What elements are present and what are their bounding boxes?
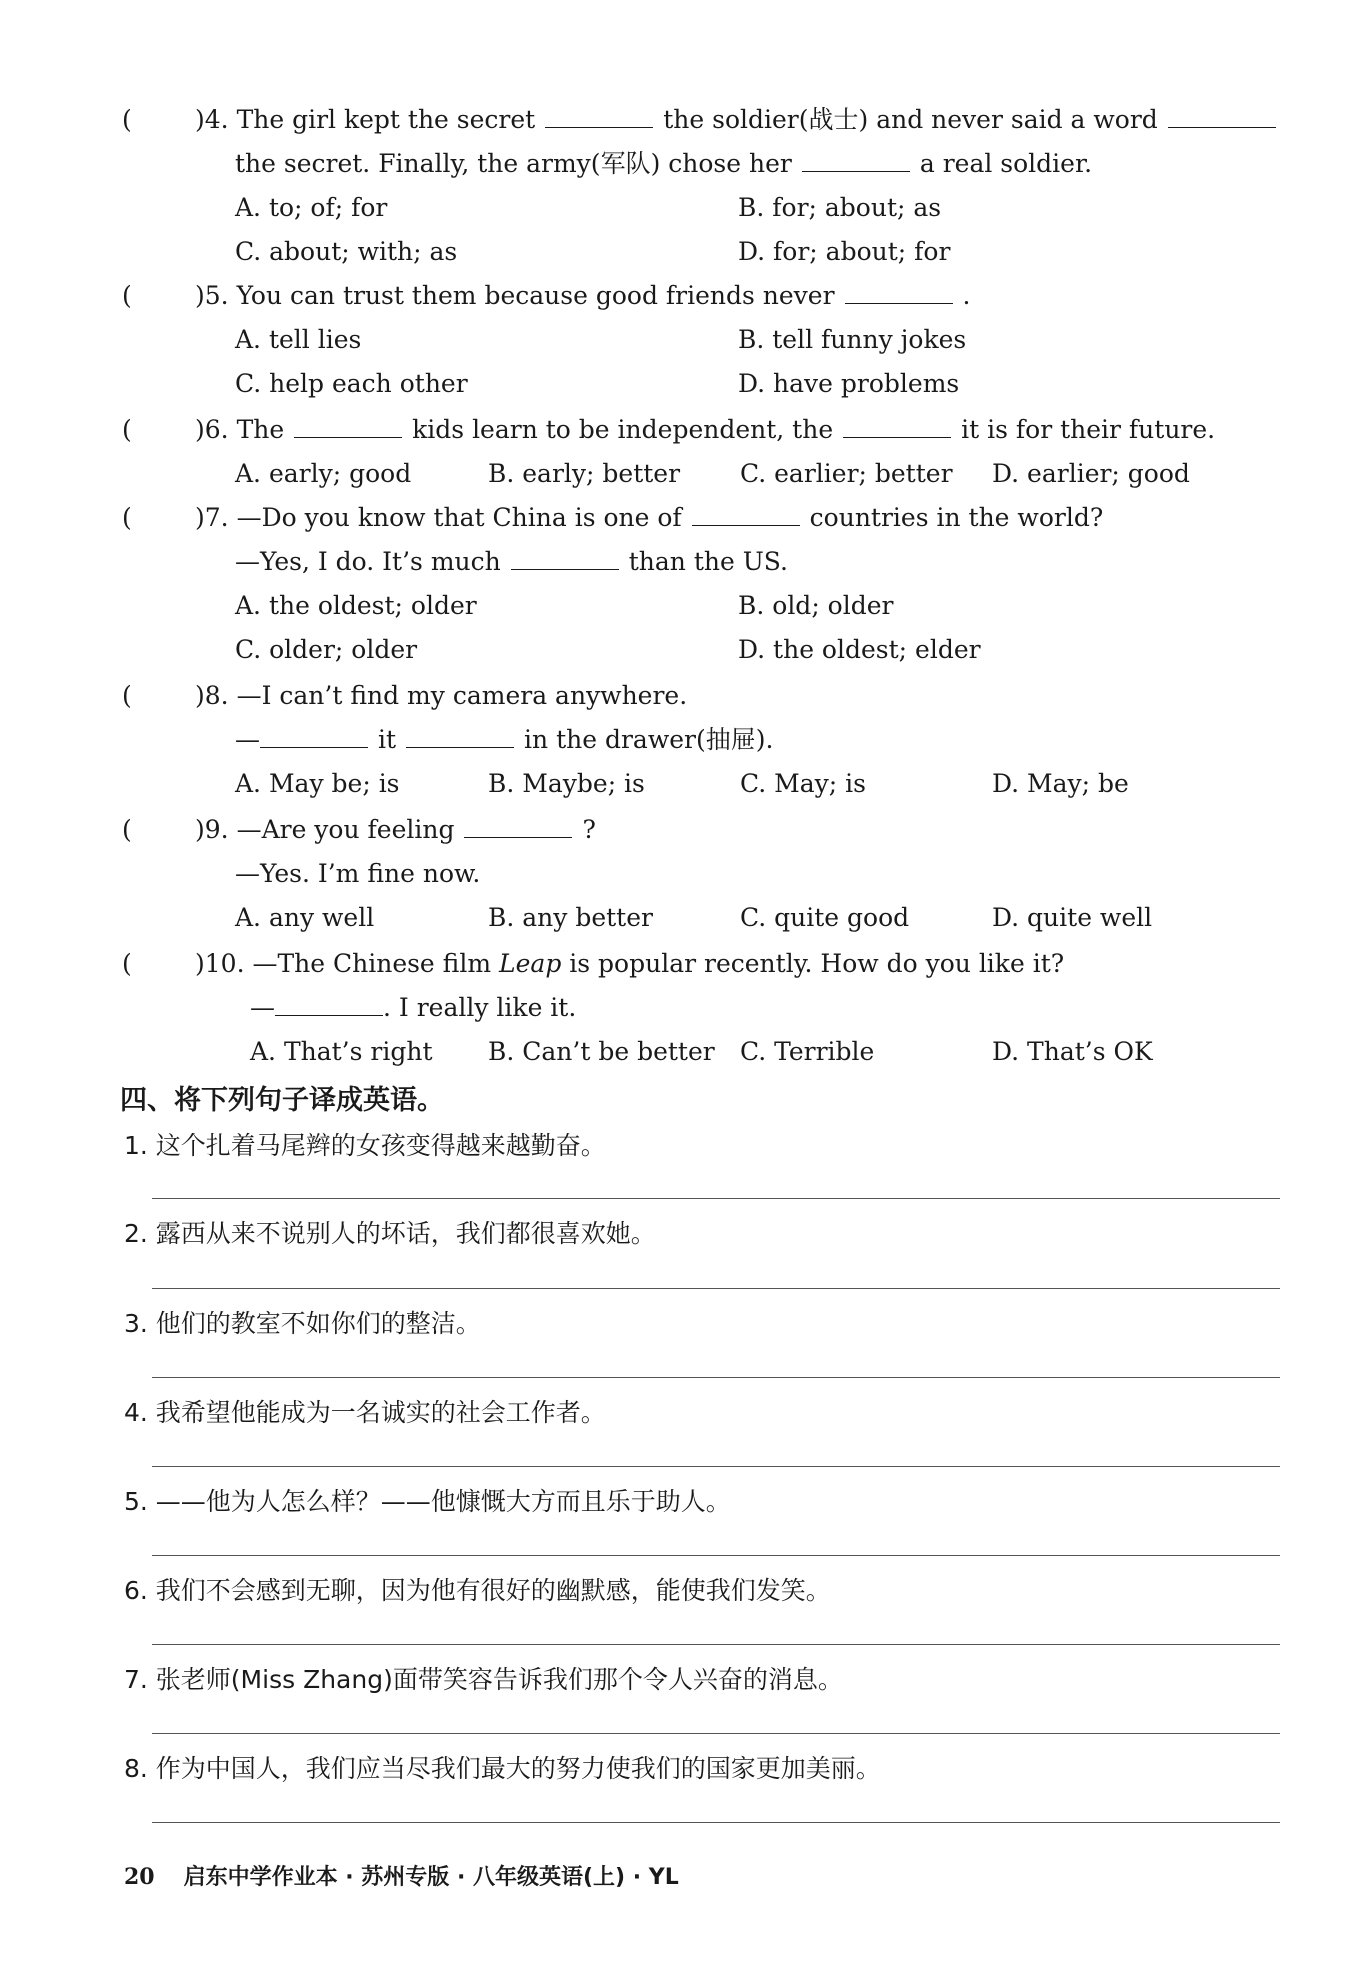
answer-blank[interactable] xyxy=(294,413,402,438)
question-text: it is for their future. xyxy=(961,415,1216,444)
question-text: —The Chinese film xyxy=(252,949,492,978)
answer-line[interactable] xyxy=(152,1644,1280,1645)
translation-item-3: 3. 他们的教室不如你们的整洁。 xyxy=(124,1309,481,1338)
translation-item-2: 2. 露西从来不说别人的坏话，我们都很喜欢她。 xyxy=(124,1219,656,1248)
film-title: Leap xyxy=(499,949,562,978)
question-text: countries in the world? xyxy=(809,503,1104,532)
question-9-line-1 xyxy=(195,808,596,852)
question-text: You can trust them because good friends never xyxy=(236,281,835,310)
answer-paren-open: ( xyxy=(122,105,132,134)
answer-paren-open: ( xyxy=(122,815,132,844)
option-d[interactable]: D. for; about; for xyxy=(738,237,951,266)
translation-item-7: 7. 张老师(Miss Zhang)面带笑容告诉我们那个令人兴奋的消息。 xyxy=(124,1665,843,1694)
answer-line[interactable] xyxy=(152,1377,1280,1378)
option-c[interactable]: C. earlier; better xyxy=(740,459,953,488)
question-text: it xyxy=(378,725,397,754)
option-d[interactable]: D. That’s OK xyxy=(992,1037,1153,1066)
question-text: —I can’t find my camera anywhere. xyxy=(236,681,688,710)
option-d[interactable]: D. have problems xyxy=(738,369,960,398)
option-b[interactable]: B. any better xyxy=(488,903,653,932)
option-d[interactable]: D. quite well xyxy=(992,903,1153,932)
question-number: )9. xyxy=(195,815,229,844)
answer-line[interactable] xyxy=(152,1466,1280,1467)
option-c[interactable]: C. help each other xyxy=(235,369,468,398)
question-number: )7. xyxy=(195,503,229,532)
translation-item-4: 4. 我希望他能成为一名诚实的社会工作者。 xyxy=(124,1398,606,1427)
question-text: —Yes, I do. It’s much xyxy=(235,547,501,576)
answer-blank[interactable] xyxy=(464,813,572,838)
answer-paren-open: ( xyxy=(122,503,132,532)
option-a[interactable]: A. May be; is xyxy=(235,769,400,798)
question-text: —Yes. I’m fine now. xyxy=(235,859,481,888)
question-text: a real soldier. xyxy=(919,149,1093,178)
option-a[interactable]: A. early; good xyxy=(235,459,412,488)
question-text: — xyxy=(250,993,275,1022)
answer-blank[interactable] xyxy=(1168,103,1276,128)
question-text: ? xyxy=(582,815,596,844)
book-title: 启东中学作业本 · 苏州专版 · 八年级英语(上) · YL xyxy=(183,1865,679,1890)
answer-blank[interactable] xyxy=(545,103,653,128)
question-text: the soldier(战士) and never said a word xyxy=(663,105,1158,134)
answer-blank[interactable] xyxy=(260,723,368,748)
question-7-line-2 xyxy=(235,540,788,584)
option-c[interactable]: C. older; older xyxy=(235,635,418,664)
question-text: . I really like it. xyxy=(383,993,577,1022)
option-a[interactable]: A. to; of; for xyxy=(235,193,388,222)
answer-blank[interactable] xyxy=(843,413,951,438)
option-b[interactable]: B. old; older xyxy=(738,591,894,620)
answer-blank[interactable] xyxy=(511,545,619,570)
option-b[interactable]: B. for; about; as xyxy=(738,193,942,222)
question-number: )10. xyxy=(195,949,245,978)
answer-line[interactable] xyxy=(152,1822,1280,1823)
answer-line[interactable] xyxy=(152,1288,1280,1289)
question-8-line-1 xyxy=(195,674,687,718)
answer-line[interactable] xyxy=(152,1733,1280,1734)
answer-blank[interactable] xyxy=(845,279,953,304)
question-text: in the drawer(抽屉). xyxy=(524,725,774,754)
answer-paren-open: ( xyxy=(122,949,132,978)
answer-blank[interactable] xyxy=(692,501,800,526)
question-4-line-2 xyxy=(235,142,1092,186)
question-text: is popular recently. How do you like it? xyxy=(569,949,1065,978)
option-b[interactable]: B. tell funny jokes xyxy=(738,325,967,354)
option-a[interactable]: A. any well xyxy=(235,903,375,932)
section-title: 四、将下列句子译成英语。 xyxy=(120,1085,444,1116)
question-text: kids learn to be independent, the xyxy=(412,415,834,444)
question-6-line-1 xyxy=(195,408,1215,452)
question-number: )8. xyxy=(195,681,229,710)
option-d[interactable]: D. May; be xyxy=(992,769,1129,798)
page-footer xyxy=(124,1860,679,1891)
option-c[interactable]: C. quite good xyxy=(740,903,910,932)
page-number: 20 xyxy=(124,1864,155,1890)
question-text: The girl kept the secret xyxy=(236,105,536,134)
question-number: )4. xyxy=(195,105,229,134)
question-text: . xyxy=(962,281,971,310)
question-text: —Are you feeling xyxy=(236,815,455,844)
option-b[interactable]: B. Can’t be better xyxy=(488,1037,715,1066)
question-text: —Do you know that China is one of xyxy=(236,503,682,532)
option-d[interactable]: D. earlier; good xyxy=(992,459,1190,488)
question-text: The xyxy=(236,415,285,444)
answer-line[interactable] xyxy=(152,1198,1280,1199)
question-text: than the US. xyxy=(628,547,788,576)
question-number: )6. xyxy=(195,415,229,444)
option-d[interactable]: D. the oldest; elder xyxy=(738,635,981,664)
answer-paren-open: ( xyxy=(122,415,132,444)
question-text: — xyxy=(235,725,260,754)
translation-item-6: 6. 我们不会感到无聊，因为他有很好的幽默感，能使我们发笑。 xyxy=(124,1576,831,1605)
answer-line[interactable] xyxy=(152,1555,1280,1556)
option-c[interactable]: C. May; is xyxy=(740,769,866,798)
option-a[interactable]: A. the oldest; older xyxy=(235,591,477,620)
question-5-line-1 xyxy=(195,274,971,318)
translation-item-8: 8. 作为中国人，我们应当尽我们最大的努力使我们的国家更加美丽。 xyxy=(124,1754,881,1783)
question-4-line-1 xyxy=(195,98,1286,142)
question-7-line-1 xyxy=(195,496,1103,540)
option-a[interactable]: A. tell lies xyxy=(235,325,362,354)
translation-item-1: 1. 这个扎着马尾辫的女孩变得越来越勤奋。 xyxy=(124,1131,606,1160)
option-c[interactable]: C. about; with; as xyxy=(235,237,458,266)
translation-item-5: 5. ——他为人怎么样？——他慷慨大方而且乐于助人。 xyxy=(124,1487,731,1516)
option-a[interactable]: A. That’s right xyxy=(250,1037,433,1066)
answer-paren-open: ( xyxy=(122,281,132,310)
option-b[interactable]: B. early; better xyxy=(488,459,681,488)
question-10-line-2 xyxy=(250,986,576,1030)
question-number: )5. xyxy=(195,281,229,310)
question-text: the secret. Finally, the army(军队) chose her xyxy=(235,149,792,178)
answer-blank[interactable] xyxy=(802,147,910,172)
option-b[interactable]: B. Maybe; is xyxy=(488,769,645,798)
answer-paren-open: ( xyxy=(122,681,132,710)
question-9-line-2 xyxy=(235,852,480,896)
question-8-line-2 xyxy=(235,718,773,762)
answer-blank[interactable] xyxy=(275,991,383,1016)
option-c[interactable]: C. Terrible xyxy=(740,1037,875,1066)
answer-blank[interactable] xyxy=(406,723,514,748)
question-10-line-1 xyxy=(195,942,1064,986)
